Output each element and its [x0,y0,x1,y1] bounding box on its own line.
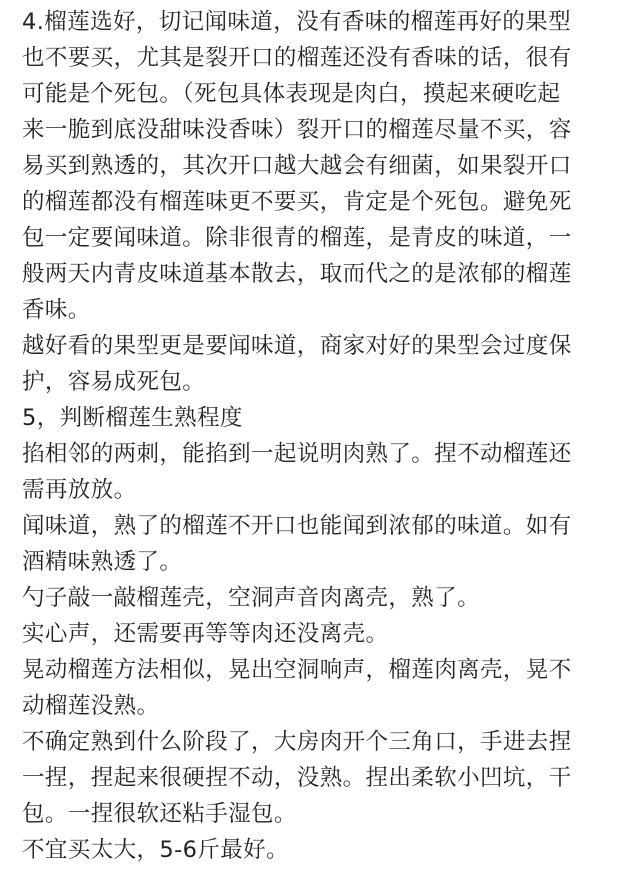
text-line: 包一定要闻味道。除非很青的榴莲，是青皮的味道，一 [22,225,572,251]
paragraph-solid-sound [22,616,606,652]
text-line: 不宜买太大，5-6斤最好。 [22,837,289,863]
text-line: 需再放放。 [22,477,137,503]
paragraph-tip-4 [22,4,606,328]
paragraph-shape-note [22,328,606,400]
paragraph-triangle-cut [22,724,606,832]
paragraph-size-tip [22,832,606,868]
text-line: 包。一捏很软还粘手湿包。 [22,801,297,827]
text-line: 晃动榴莲方法相似，晃出空洞响声，榴莲肉离壳，晃不 [22,657,572,683]
text-line: 掐相邻的两刺，能掐到一起说明肉熟了。捏不动榴莲还 [22,441,572,467]
text-line: 来一脆到底没甜味没香味）裂开口的榴莲尽量不买，容 [22,117,572,143]
text-line: 4.榴莲选好，切记闻味道，没有香味的榴莲再好的果型 [22,9,571,35]
paragraph-smell [22,508,606,580]
text-line: 动榴莲没熟。 [22,693,160,719]
text-line: 易买到熟透的，其次开口越大越会有细菌，如果裂开口 [22,153,572,179]
text-line: 越好看的果型更是要闻味道，商家对好的果型会过度保 [22,333,572,359]
text-line: 护，容易成死包。 [22,369,206,395]
text-line: 香味。 [22,297,91,323]
text-line: 酒精味熟透了。 [22,549,183,575]
text-line: 闻味道，熟了的榴莲不开口也能闻到浓郁的味道。如有 [22,513,572,539]
paragraph-shake [22,652,606,724]
paragraph-pinch-spikes [22,436,606,508]
text-line: 的榴莲都没有榴莲味更不要买，肯定是个死包。避免死 [22,189,572,215]
heading-line: 5，判断榴莲生熟程度 [22,405,243,431]
text-line: 实心声，还需要再等等肉还没离壳。 [22,621,389,647]
text-line: 也不要买，尤其是裂开口的榴莲还没有香味的话，很有 [22,45,572,71]
text-line: 可能是个死包。（死包具体表现是肉白，摸起来硬吃起 [22,81,561,107]
section-heading-5 [22,400,606,436]
text-line: 勺子敲一敲榴莲壳，空洞声音肉离壳，熟了。 [22,585,481,611]
text-line: 般两天内青皮味道基本散去，取而代之的是浓郁的榴莲 [22,261,572,287]
text-line: 不确定熟到什么阶段了，大房肉开个三角口，手进去捏 [22,729,572,755]
text-line: 一捏，捏起来很硬捏不动，没熟。捏出柔软小凹坑，干 [22,765,572,791]
paragraph-knock [22,580,606,616]
